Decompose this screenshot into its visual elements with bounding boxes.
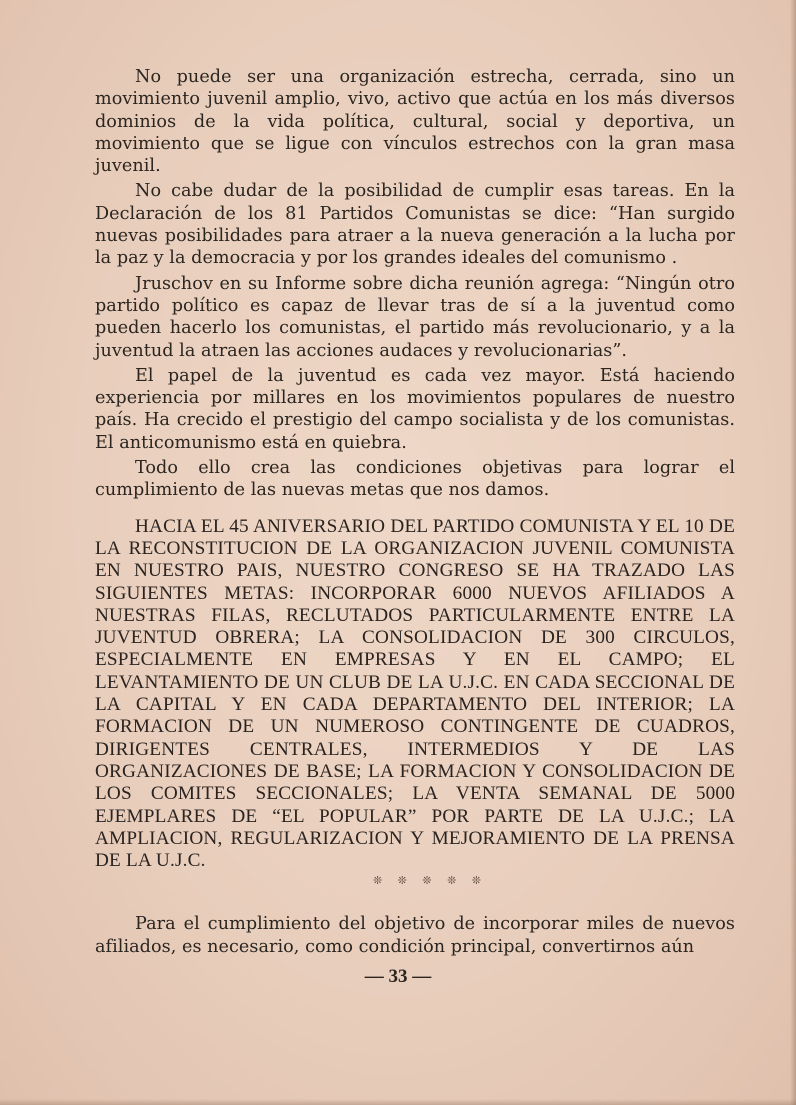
paragraph-3: Jruschov en su Informe sobre dicha reunión agrega: “Ningún otro partido político es capaz de llevar tras de sí a la juventud como pueden hacerlo los comunistas, el partido más revolucionario, y a la juventud la atraen las acciones audaces y revolucionarias”. bbox=[95, 273, 735, 361]
body-text bbox=[95, 66, 735, 958]
paragraph-4: El papel de la juventud es cada vez mayor. Está haciendo experiencia por millares en los movimientos populares de nuestro país. Ha crecido el prestigio del campo socialista y de los comunistas. El anticomunismo está en quiebra. bbox=[95, 365, 735, 453]
goals-paragraph: HACIA EL 45 ANIVERSARIO DEL PARTIDO COMUNISTA Y EL 10 DE LA RECONSTITUCION DE LA ORGANIZACION JUVENIL COMUNISTA EN NUESTRO PAIS, NUESTRO CONGRESO SE HA TRAZADO LAS SIGUIENTES METAS: INCORPORAR 6000 NUEVOS AFILIADOS A NUESTRAS FILAS, RECLUTADOS PARTICULARMENTE ENTRE LA JUVENTUD OBRERA; LA CONSOLIDACION DE 300 CIRCULOS, ESPECIALMENTE EN EMPRESAS Y EN EL CAMPO; EL LEVANTAMIENTO DE UN CLUB DE LA U.J.C. EN CADA SECCIONAL DE LA CAPITAL Y EN CADA DEPARTAMENTO DEL INTERIOR; LA FORMACION DE UN NUMEROSO CONTINGENTE DE CUADROS, DIRIGENTES CENTRALES, INTERMEDIOS Y DE LAS ORGANIZACIONES DE BASE; LA FORMACION Y CONSOLIDACION DE LOS COMITES SECCIONALES; LA VENTA SEMANAL DE 5000 EJEMPLARES DE “EL POPULAR” POR PARTE DE LA U.J.C.; LA AMPLIACION, REGULARIZACION Y MEJORAMIENTO DE LA PRENSA DE LA U.J.C. bbox=[95, 515, 735, 872]
paragraph-2: No cabe dudar de la posibilidad de cumplir esas tareas. En la Declaración de los 81 Partidos Comunistas se dice: “Han surgido nuevas posibilidades para atraer a la nueva generación a la lucha por la paz y la democracia y por los grandes ideales del comunismo . bbox=[95, 181, 735, 269]
closing-paragraph: Para el cumplimiento del objetivo de incorporar miles de nuevos afiliados, es necesario, como condición principal, convertirnos aún bbox=[95, 914, 735, 957]
page-bottom-shadow bbox=[0, 1099, 796, 1105]
paragraph-1: No puede ser una organización estrecha, cerrada, sino un movimiento juvenil amplio, vivo, activo que actúa en los más diversos dominios de la vida política, cultural, social y deportiva, un movimiento que se ligue con vínculos estrechos con la gran masa juvenil. bbox=[95, 67, 735, 177]
paragraph-5: Todo ello crea las condiciones objetivas para lograr el cumplimiento de las nuevas metas que nos damos. bbox=[95, 458, 735, 501]
page-edge-shadow bbox=[790, 0, 796, 1105]
section-separator: ❊ ❊ ❊ ❊ ❊ bbox=[372, 874, 488, 888]
page-number: — 33 — bbox=[364, 966, 432, 987]
